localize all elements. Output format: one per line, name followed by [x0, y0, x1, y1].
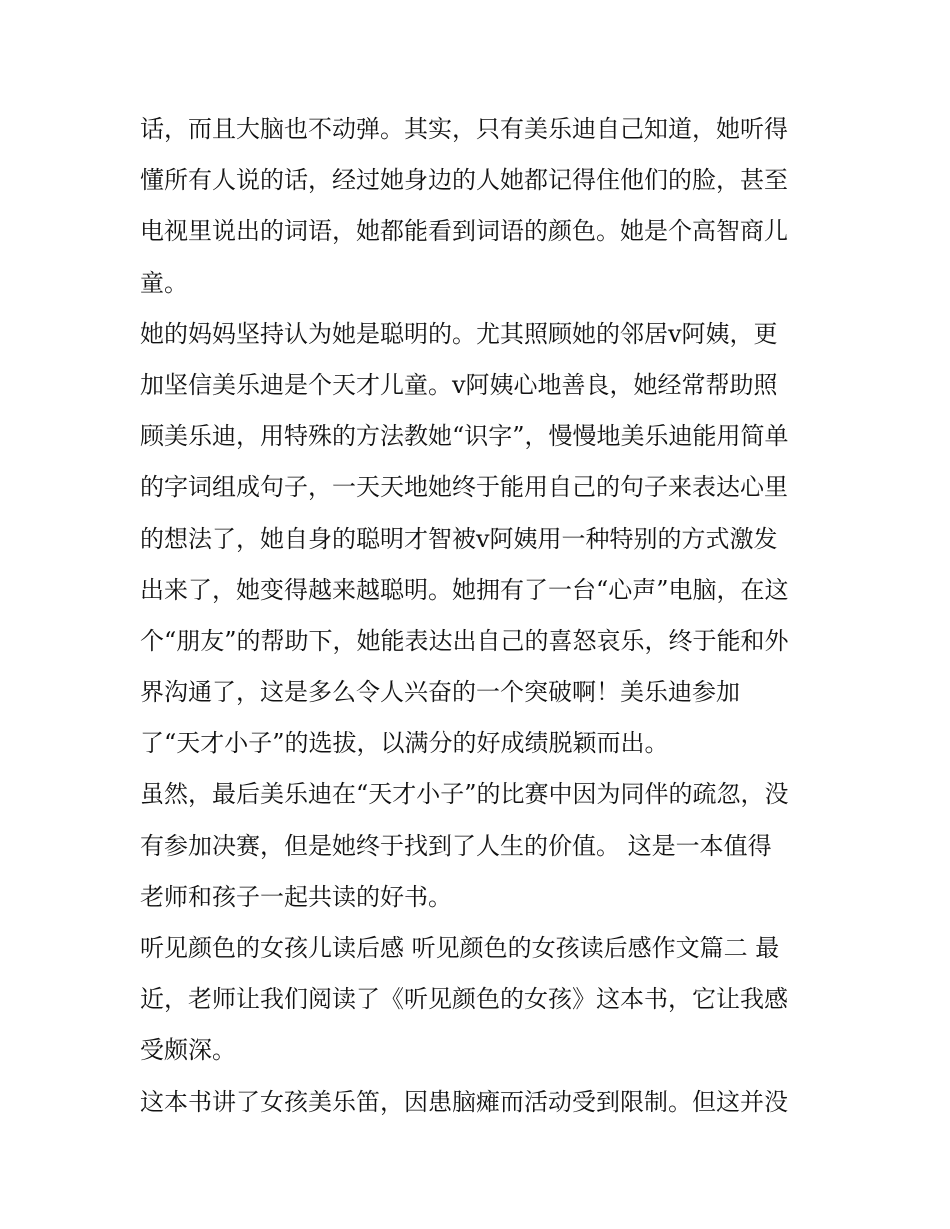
text-line: 界沟通了，这是多么令人兴奋的一个突破啊！美乐迪参加: [140, 678, 740, 707]
document-body: [140, 104, 820, 1128]
text-line: 受颇深。: [140, 1036, 236, 1065]
text-line: 虽然，最后美乐迪在“天才小子”的比赛中因为同伴的疏忽，没: [140, 780, 789, 809]
text-line: 顾美乐迪，用特殊的方法教她“识字”，慢慢地美乐迪能用简单: [140, 422, 789, 451]
text-line: 个“朋友”的帮助下，她能表达出自己的喜怒哀乐，终于能和外: [140, 626, 789, 655]
text-line: 加坚信美乐迪是个天才儿童。v阿姨心地善良，她经常帮助照: [140, 370, 778, 399]
text-line: 话，而且大脑也不动弹。其实，只有美乐迪自己知道，她听得: [140, 115, 788, 143]
text-line: 的想法了，她自身的聪明才智被v阿姨用一种特别的方式激发: [140, 524, 778, 553]
text-line: 老师和孩子一起共读的好书。: [140, 882, 452, 911]
text-line: 这本书讲了女孩美乐笛，因患脑瘫而活动受到限制。但这并没: [140, 1087, 788, 1116]
text-line: 出来了，她变得越来越聪明。她拥有了一台“心声”电脑，在这: [140, 575, 789, 604]
text-line: 童。: [140, 268, 188, 297]
text-line: 近，老师让我们阅读了《听见颜色的女孩》这本书，它让我感: [140, 985, 788, 1014]
text-line: 懂所有人说的话，经过她身边的人她都记得住他们的脸，甚至: [140, 166, 788, 195]
text-line: 电视里说出的词语，她都能看到词语的颜色。她是个高智商儿: [140, 217, 788, 246]
text-line: 听见颜色的女孩儿读后感 听见颜色的女孩读后感作文篇二 最: [140, 934, 780, 962]
text-line: 了“天才小子”的选拔，以满分的好成绩脱颖而出。: [140, 729, 669, 758]
text-line: 她的妈妈坚持认为她是聪明的。尤其照顾她的邻居v阿姨，更: [140, 319, 778, 348]
text-line: 有参加决赛，但是她终于找到了人生的价值。 这是一本值得: [140, 831, 772, 860]
text-line: 的字词组成句子，一天天地她终于能用自己的句子来表达心里: [140, 473, 788, 502]
